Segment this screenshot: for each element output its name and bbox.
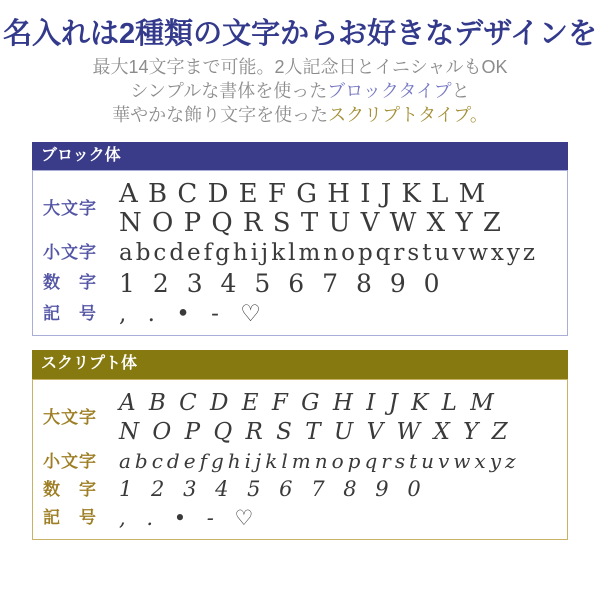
script-lowercase-row: [43, 448, 557, 475]
block-type-section: [32, 142, 568, 337]
block-lowercase-row: [43, 239, 557, 268]
script-section-header: スクリプト体: [32, 350, 568, 378]
script-type-section: [32, 350, 568, 540]
subtitle-line-3-text: 華やかな飾り文字を使った: [112, 104, 329, 125]
row-label-numbers: 数 字: [43, 273, 97, 293]
script-lowercase-letters: abcdefghijklmnopqrstuvwxyz: [119, 449, 520, 474]
page-title: 名入れは2種類の文字からお好きなデザインを: [2, 18, 598, 50]
script-number-glyphs: 1 2 3 4 5 6 7 8 9 0: [119, 477, 427, 502]
script-uppercase-row: [43, 389, 557, 448]
block-numbers-row: [43, 269, 557, 299]
script-specimen-box: [32, 379, 568, 540]
script-symbols-row: [43, 505, 557, 532]
row-label-uppercase: 大文字: [43, 198, 97, 218]
row-label-lowercase: 小文字: [43, 451, 97, 471]
block-type-highlight: ブロックタイプ: [327, 81, 452, 101]
row-label-numbers: 数 字: [43, 479, 97, 499]
script-uppercase-letters: A B C D E F G H I J K L M N O P Q R S T U V W X Y Z: [119, 389, 511, 446]
block-symbol-glyphs: , . • - ♡: [119, 300, 268, 327]
block-section-header: ブロック体: [32, 142, 568, 170]
subtitle-line-2-text: シンプルな書体を使った: [130, 81, 328, 101]
subtitle-line-1: 最大14文字まで可能。2人記念日とイニシャルもOK: [92, 57, 508, 78]
script-type-highlight: スクリプトタイプ。: [328, 104, 488, 125]
row-label-uppercase: 大文字: [43, 407, 97, 427]
block-specimen-box: [32, 170, 568, 337]
block-symbols-row: [43, 300, 557, 329]
block-uppercase-letters: A B C D E F G H I J K L M N O P Q R S T U V W X Y Z: [119, 178, 502, 238]
subtitle: [0, 56, 600, 127]
subtitle-line-2: [0, 80, 600, 104]
row-label-lowercase: 小文字: [43, 243, 97, 263]
row-label-symbols: 記 号: [43, 303, 97, 323]
row-label-symbols: 記 号: [43, 508, 97, 528]
subtitle-line-3: [0, 104, 600, 128]
script-symbol-glyphs: , . • - ♡: [119, 505, 261, 530]
block-number-glyphs: 1 2 3 4 5 6 7 8 9 0: [119, 268, 445, 298]
script-numbers-row: [43, 476, 557, 503]
block-uppercase-row: [43, 180, 557, 238]
block-lowercase-letters: abcdefghijklmnopqrstuvwxyz: [119, 239, 539, 266]
subtitle-line-2-suffix: と: [451, 81, 470, 101]
